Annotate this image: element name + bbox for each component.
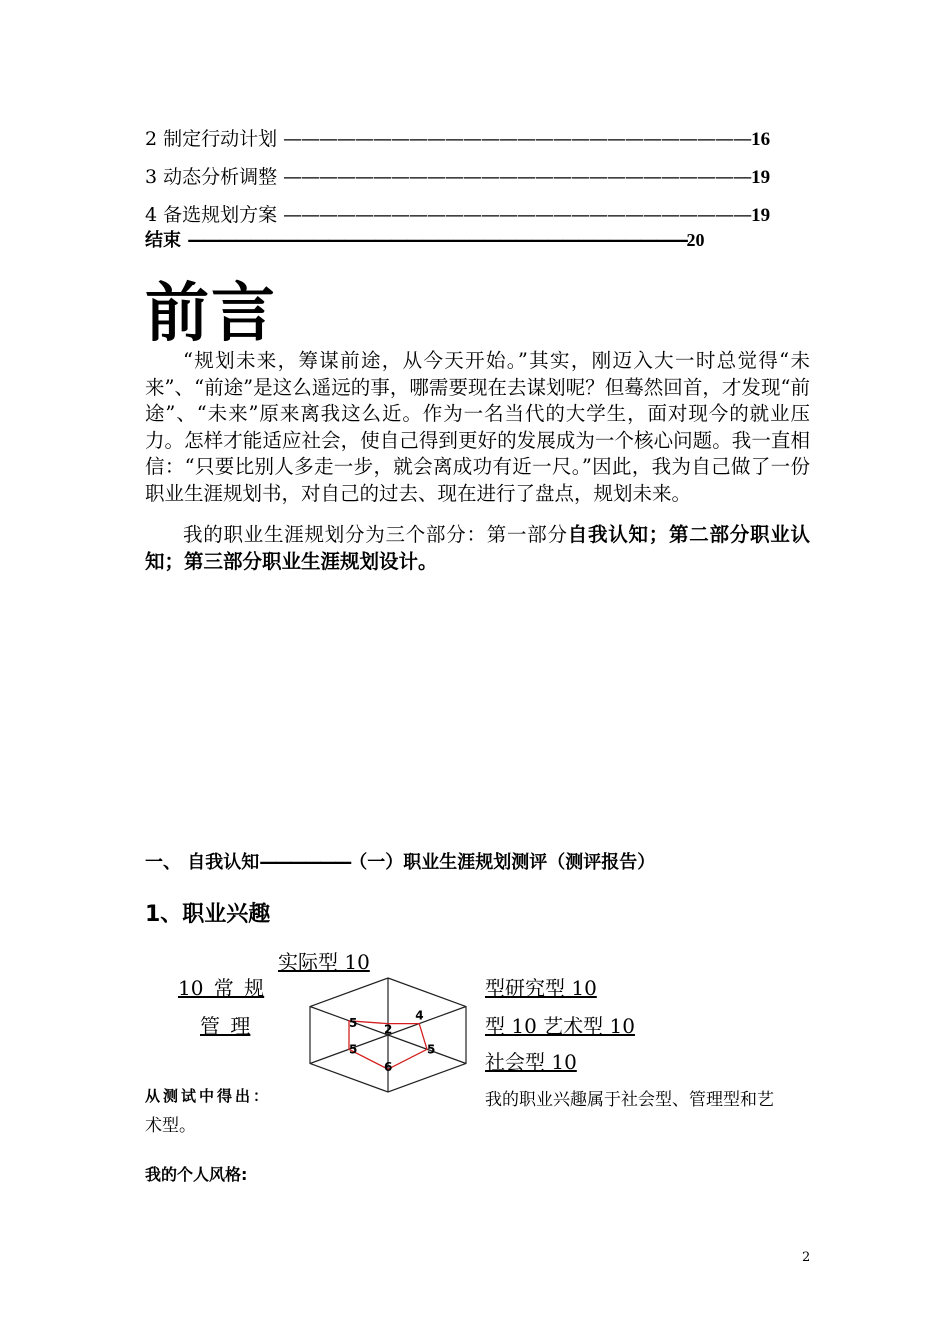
toc-label: 结束 [145, 230, 188, 251]
section-heading-left: 一、 自我认知 [145, 852, 260, 873]
chart-label-left-1: 10 常 规 [178, 976, 265, 1000]
section-heading [145, 848, 655, 874]
toc-entry [145, 226, 704, 252]
toc-leader: —————————————————————————— [283, 128, 752, 150]
parts-bold-text: 自我认知；第二部分职业认知；第三部分职业生涯规划设计。 [145, 523, 810, 573]
radar-value-label: 2 [384, 1022, 393, 1037]
toc-leader: ———————————————————————————————— [187, 230, 687, 251]
result-text: 我的职业兴趣属于社会型、管理型和艺 [485, 1090, 774, 1110]
interest-radar-chart [308, 975, 468, 1095]
parts-text: 我的职业生涯规划分为三个部分：第一部分 [183, 523, 568, 546]
toc-entry [145, 162, 770, 189]
result-lead: 从测试中得出： [145, 1087, 272, 1105]
toc-leader: —————————————————————————— [283, 166, 752, 188]
toc-label: 3 动态分析调整 [145, 166, 284, 188]
radar-value-label: 4 [415, 1008, 424, 1023]
section-heading-line: —————— [259, 852, 350, 873]
toc-entry [145, 200, 770, 227]
section-heading-right: （一）职业生涯规划测评（测评报告） [349, 852, 656, 873]
radar-value-label: 5 [349, 1015, 358, 1030]
toc-page: 19 [751, 167, 771, 188]
toc-label: 2 制定行动计划 [145, 128, 284, 150]
radar-axis-1 [388, 1007, 466, 1036]
radar-value-label: 5 [349, 1042, 358, 1057]
toc-label: 4 备选规划方案 [145, 204, 284, 226]
chart-label-top: 实际型 10 [278, 950, 370, 974]
preface-paragraph: “规划未来，筹谋前途，从今天开始。”其实，刚迈入大一时总觉得“未来”、“前途”是这么遥远的事，哪需要现在去谋划呢？但蓦然回首，才发现“前途”、“未来”原来离我这么近。作为一名当代的大学生，面对现今的就业压力。怎样才能适应社会，使自己得到更好的发展成为一个核心问题。我一直相信：“只要比别人多走一步，就会离成功有近一尺。”因此，我为自己做了一份职业生涯规划书，对自己的过去、现在进行了盘点，规划未来。 [145, 349, 810, 505]
toc-leader: —————————————————————————— [283, 204, 752, 226]
preface-paragraph-parts [145, 522, 810, 575]
toc-entry [145, 124, 770, 151]
chart-label-left-2: 管 理 [200, 1014, 251, 1038]
toc-page: 16 [751, 129, 771, 150]
page-number: 2 [802, 1250, 811, 1265]
subsection-title: 1、职业兴趣 [145, 902, 271, 927]
chart-label-right-1: 型研究型 10 [485, 976, 597, 1000]
chart-label-right-3: 社会型 10 [485, 1050, 577, 1074]
chart-label-right-2: 型 10 艺术型 10 [485, 1014, 635, 1038]
radar-value-label: 6 [384, 1060, 393, 1075]
result-text-cont: 术型。 [145, 1116, 196, 1136]
page-title: 前言 [145, 277, 277, 351]
radar-value-label: 5 [427, 1042, 436, 1057]
toc-page: 20 [686, 230, 705, 250]
toc-page: 19 [751, 205, 771, 226]
style-heading: 我的个人风格: [145, 1165, 248, 1184]
